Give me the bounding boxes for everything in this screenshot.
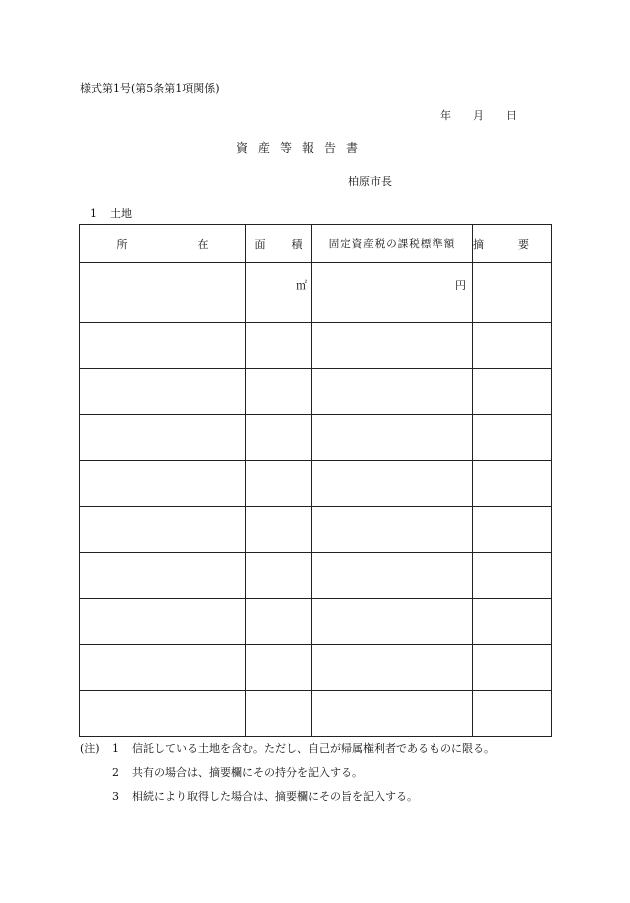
area-cell[interactable] <box>246 415 312 461</box>
location-cell[interactable] <box>80 553 246 599</box>
note-item <box>80 761 495 785</box>
date-day-label: 日 <box>506 109 517 122</box>
tax-value-cell[interactable] <box>312 507 473 553</box>
area-cell[interactable] <box>246 461 312 507</box>
remarks-cell[interactable] <box>473 415 552 461</box>
location-cell[interactable] <box>80 599 246 645</box>
remarks-cell[interactable] <box>473 263 552 323</box>
location-cell[interactable] <box>80 461 246 507</box>
note-item <box>80 785 495 809</box>
date-year-label: 年 <box>440 109 451 122</box>
table-row <box>80 369 552 415</box>
note-text: 相続により取得した場合は、摘要欄にその旨を記入する。 <box>132 790 418 803</box>
area-cell[interactable] <box>246 691 312 737</box>
date-line <box>440 107 517 123</box>
tax-value-cell[interactable] <box>312 461 473 507</box>
table-row <box>80 263 552 323</box>
location-cell[interactable] <box>80 323 246 369</box>
note-number: 2 <box>112 766 119 779</box>
date-month-label: 月 <box>473 109 484 122</box>
notes-prefix: (注) <box>80 742 100 755</box>
form-number: 様式第1号(第5条第1項関係) <box>80 82 220 95</box>
note-text: 信託している土地を含む。ただし、自己が帰属権利者であるものに限る。 <box>132 742 495 755</box>
remarks-cell[interactable] <box>473 645 552 691</box>
location-cell[interactable] <box>80 369 246 415</box>
location-cell[interactable] <box>80 507 246 553</box>
section-label: 土地 <box>110 207 132 220</box>
tax-value-cell[interactable] <box>312 323 473 369</box>
table-row <box>80 645 552 691</box>
remarks-cell[interactable] <box>473 461 552 507</box>
table-row <box>80 507 552 553</box>
tax-value-cell[interactable] <box>312 691 473 737</box>
tax-value-cell[interactable] <box>312 599 473 645</box>
table-row <box>80 599 552 645</box>
header-remarks: 摘 要 <box>473 225 552 263</box>
land-asset-table <box>79 224 552 737</box>
remarks-cell[interactable] <box>473 553 552 599</box>
remarks-cell[interactable] <box>473 369 552 415</box>
area-cell[interactable] <box>246 369 312 415</box>
header-tax-value: 固定資産税の課税標準額 <box>312 225 473 263</box>
location-cell[interactable] <box>80 415 246 461</box>
table-row <box>80 553 552 599</box>
note-number: 3 <box>112 790 119 803</box>
tax-value-cell[interactable] <box>312 553 473 599</box>
table-row <box>80 323 552 369</box>
remarks-cell[interactable] <box>473 599 552 645</box>
area-cell[interactable] <box>246 507 312 553</box>
remarks-cell[interactable] <box>473 691 552 737</box>
document-title: 資産等報告書 <box>236 141 369 155</box>
area-cell[interactable] <box>246 645 312 691</box>
addressee: 柏原市長 <box>348 175 392 188</box>
remarks-cell[interactable] <box>473 507 552 553</box>
tax-value-cell[interactable] <box>312 263 473 323</box>
tax-value-cell[interactable] <box>312 369 473 415</box>
tax-value-cell[interactable] <box>312 645 473 691</box>
section-heading <box>90 205 132 221</box>
location-cell[interactable] <box>80 645 246 691</box>
header-area: 面 積 <box>246 225 312 263</box>
section-number: 1 <box>90 207 97 220</box>
area-cell[interactable] <box>246 599 312 645</box>
note-number: 1 <box>112 742 119 755</box>
location-cell[interactable] <box>80 263 246 323</box>
remarks-cell[interactable] <box>473 323 552 369</box>
tax-value-cell[interactable] <box>312 415 473 461</box>
table-row <box>80 461 552 507</box>
header-location: 所 在 <box>80 225 246 263</box>
area-cell[interactable] <box>246 263 312 323</box>
note-text: 共有の場合は、摘要欄にその持分を記入する。 <box>132 766 363 779</box>
notes <box>80 737 495 809</box>
table-row <box>80 691 552 737</box>
table-header-row <box>80 225 552 263</box>
area-unit: ㎡ <box>296 279 307 292</box>
note-item <box>80 737 495 761</box>
location-cell[interactable] <box>80 691 246 737</box>
area-cell[interactable] <box>246 553 312 599</box>
yen-unit: 円 <box>455 279 466 292</box>
table-row <box>80 415 552 461</box>
area-cell[interactable] <box>246 323 312 369</box>
